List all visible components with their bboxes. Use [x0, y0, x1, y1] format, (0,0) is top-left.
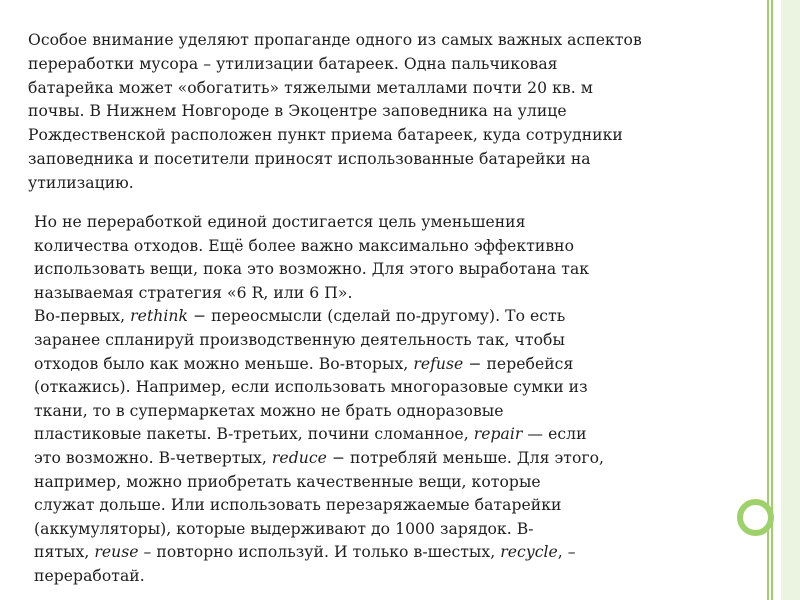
text-line: ткани, то в супермаркетах можно не брать одноразовые — [34, 401, 504, 420]
term-rethink: rethink — [130, 307, 188, 326]
text-line: почвы. В Нижнем Новгороде в Экоцентре заповедника на улице — [28, 102, 567, 121]
term-reuse: reuse — [94, 543, 139, 562]
text-line: переработки мусора – утилизации батареек. Одна пальчиковая — [28, 54, 558, 73]
text-line: Рождественской расположен пункт приема батареек, куда сотрудники — [28, 126, 623, 145]
text-line — [34, 447, 754, 471]
text-run: пластиковые пакеты. В-третьих, почини сломанное, — [34, 425, 474, 444]
text-run: — если — [522, 425, 587, 444]
text-line — [34, 541, 754, 565]
paragraph-batteries — [28, 29, 758, 196]
text-line — [34, 353, 754, 377]
text-line: Но не переработкой единой достигается цель уменьшения — [34, 213, 526, 231]
text-line: служат дольше. Или использовать перезаряжаемые батарейки — [34, 496, 562, 515]
text-line: количества отходов. Ещё более важно максимально эффективно — [34, 236, 575, 255]
text-line: Особое внимание уделяют пропаганде одного из самых важных аспектов — [28, 31, 642, 49]
text-line: (откажись). Например, если использовать многоразовые сумки из — [34, 378, 588, 397]
text-run: пятых, — [34, 543, 95, 562]
text-run: − потребляй меньше. Для этого, — [326, 448, 605, 467]
text-run: − переосмысли (сделай по-другому). То есть — [188, 307, 566, 326]
term-reduce: reduce — [271, 448, 327, 467]
text-line: (аккумуляторы), которые выдерживают до 1000 зарядок. В- — [34, 519, 534, 538]
term-refuse: refuse — [413, 354, 464, 373]
text-run: Во-первых, — [34, 307, 131, 326]
text-line: использовать вещи, пока это возможно. Для этого выработана так — [34, 260, 590, 279]
text-line — [34, 305, 754, 329]
text-run: отходов было как можно меньше. Во-вторых, — [34, 354, 414, 373]
text-line — [34, 423, 754, 447]
text-run: , – — [557, 543, 576, 562]
text-run: – повторно используй. И только в-шестых, — [138, 543, 501, 562]
text-line: заранее спланируй производственную деятельность так, чтобы — [34, 330, 565, 349]
term-recycle: recycle — [500, 543, 558, 562]
term-repair: repair — [473, 425, 523, 444]
decorative-side-panel — [781, 0, 800, 600]
text-line: заповедника и посетители приносят использованные батарейки на — [28, 149, 591, 168]
text-line: например, можно приобретать качественные вещи, которые — [34, 472, 541, 491]
text-run: это возможно. В-четвертых, — [34, 448, 272, 467]
decorative-circle — [737, 499, 774, 536]
text-line: переработай. — [34, 566, 145, 585]
text-run: − перебейся — [463, 354, 574, 373]
text-line: называемая стратегия «6 R, или 6 П». — [34, 283, 353, 302]
paragraph-6r-strategy — [34, 211, 754, 589]
text-line: утилизацию. — [28, 173, 134, 192]
text-line: батарейка может «обогатить» тяжелыми металлами почти 20 кв. м — [28, 78, 593, 97]
